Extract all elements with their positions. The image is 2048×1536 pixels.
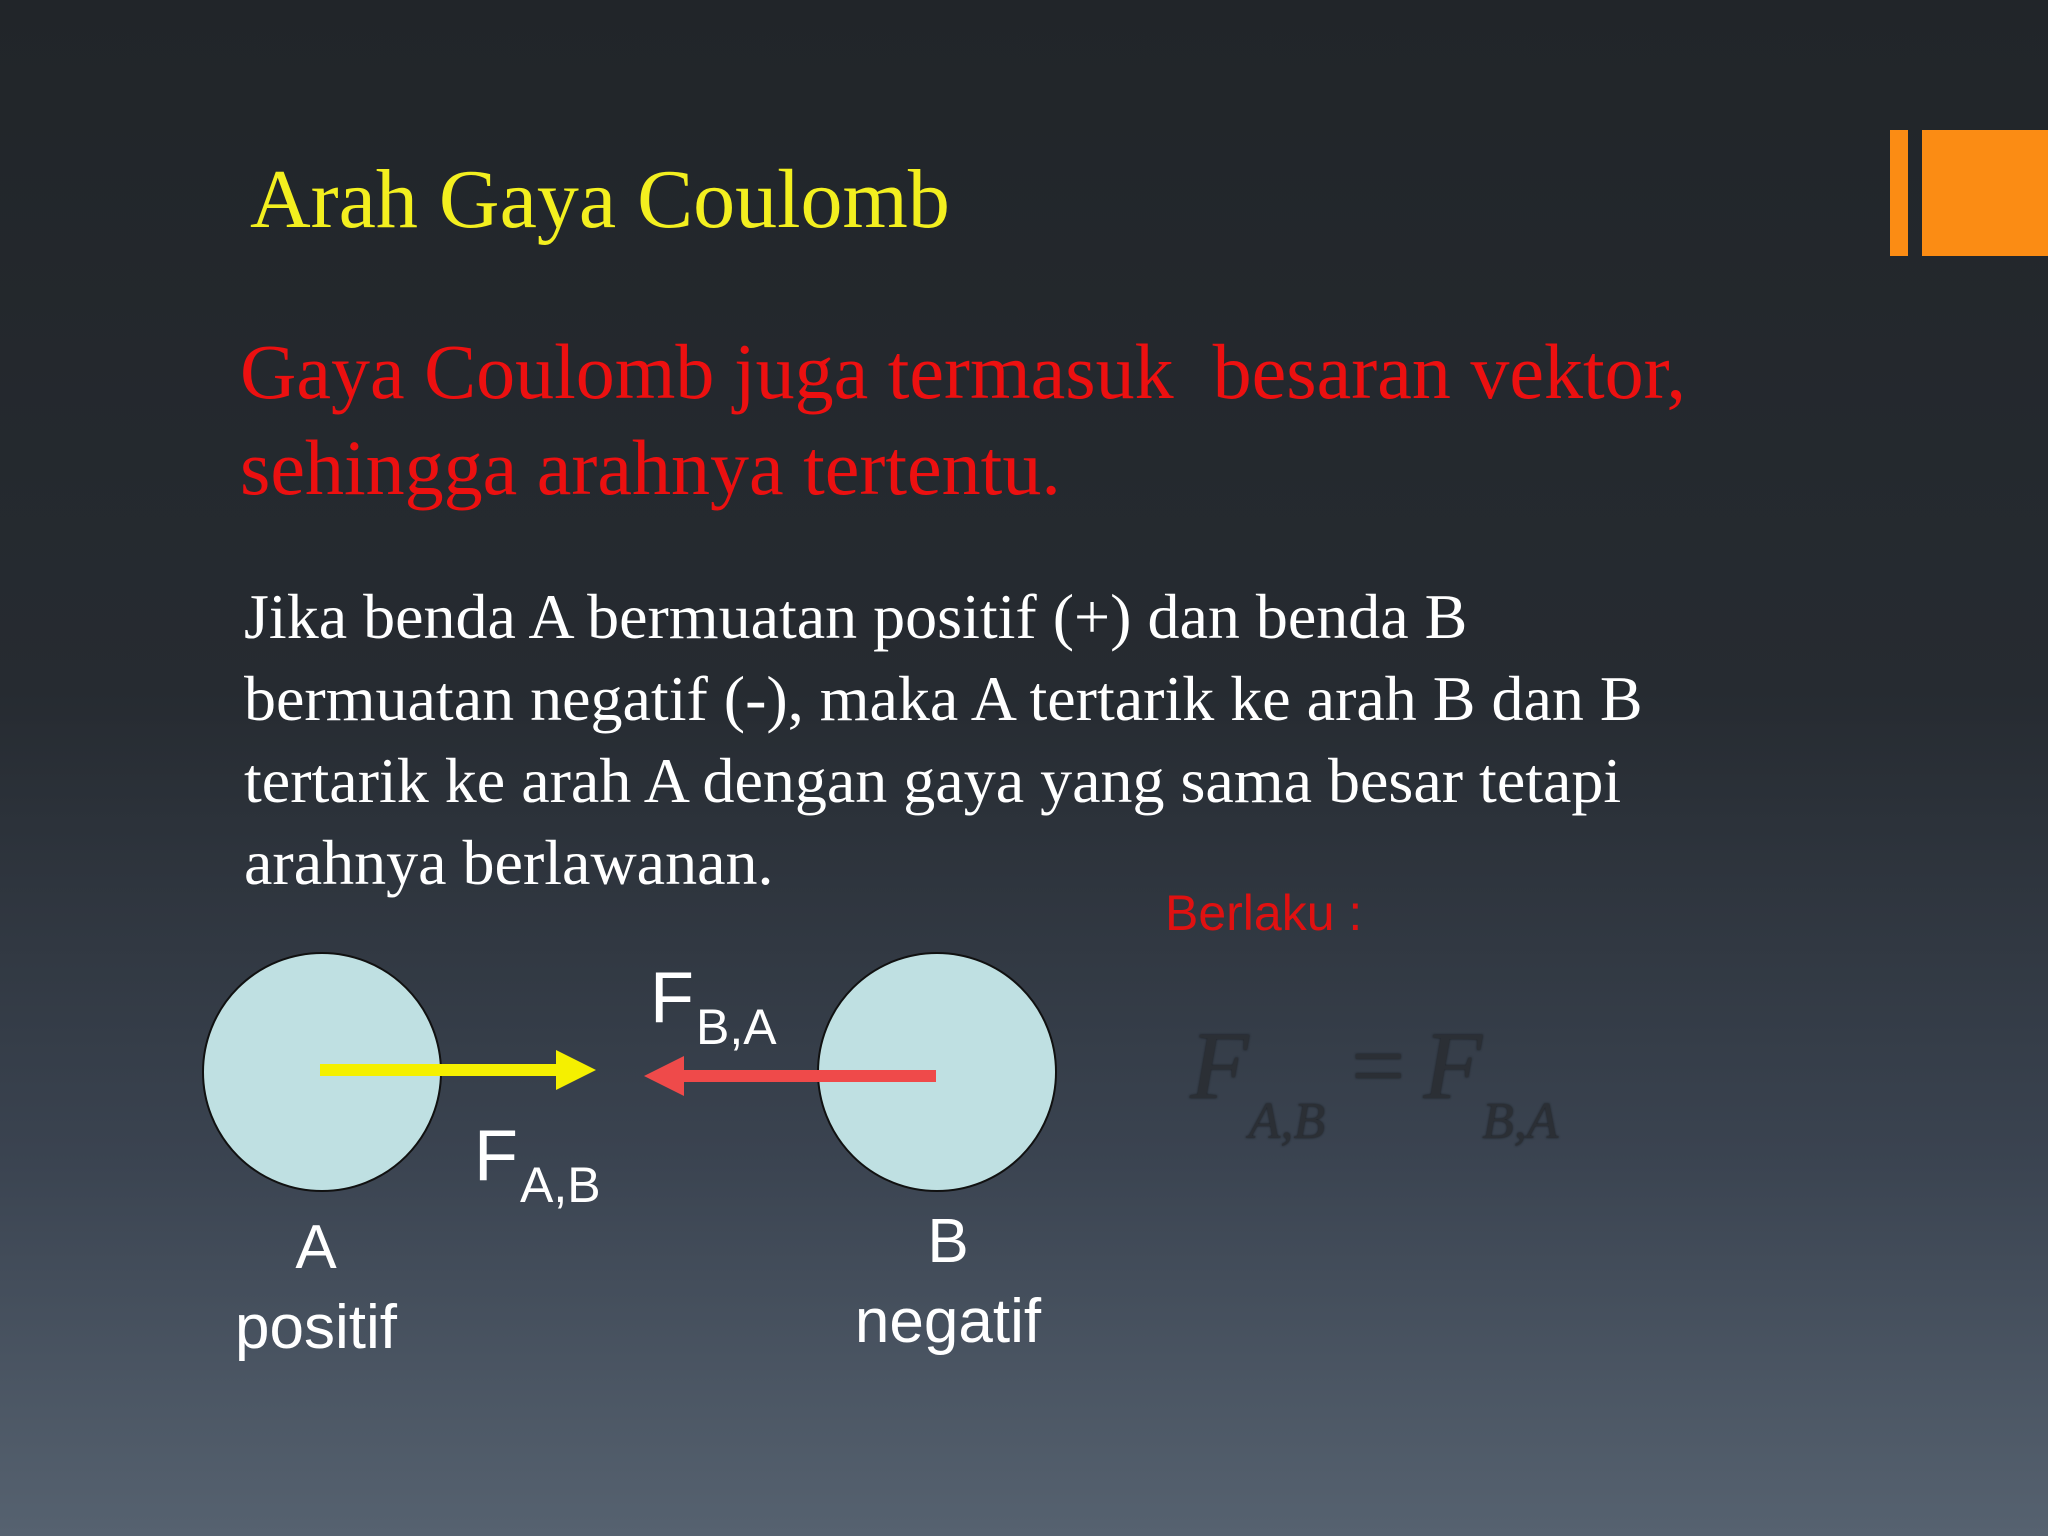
body-a-charge: positif	[235, 1293, 397, 1362]
lead-line: sehingga arahnya tertentu.	[240, 424, 1061, 511]
paragraph-line: Jika benda A bermuatan positif (+) dan benda B	[244, 581, 1468, 652]
paragraph-line: tertarik ke arah A dengan gaya yang sama besar tetapi	[244, 745, 1622, 816]
force-label-ba: $F_{B,A}$	[650, 958, 777, 1055]
body-label-b	[818, 1202, 1078, 1362]
arrow-force-ab	[320, 1050, 596, 1090]
equality-formula: $F_{A,B}= F_{B,A}$	[1190, 1012, 1559, 1150]
body-b-name: B	[927, 1207, 969, 1276]
body-label-a	[186, 1208, 446, 1368]
lead-line: Gaya Coulomb juga termasuk besaran vektor,	[240, 328, 1686, 415]
arrow-force-ba	[644, 1056, 936, 1096]
paragraph-line: bermuatan negatif (-), maka A tertarik ke arah B dan B	[244, 663, 1643, 734]
berlaku-label: Berlaku :	[1165, 885, 1363, 941]
paragraph-line: arahnya berlawanan.	[244, 827, 774, 898]
body-b-charge: negatif	[854, 1287, 1042, 1356]
force-label-ab: $F_{A,B}$	[474, 1116, 601, 1213]
body-a-name: A	[295, 1213, 337, 1282]
slide-title: Arah Gaya Coulomb	[250, 153, 950, 246]
